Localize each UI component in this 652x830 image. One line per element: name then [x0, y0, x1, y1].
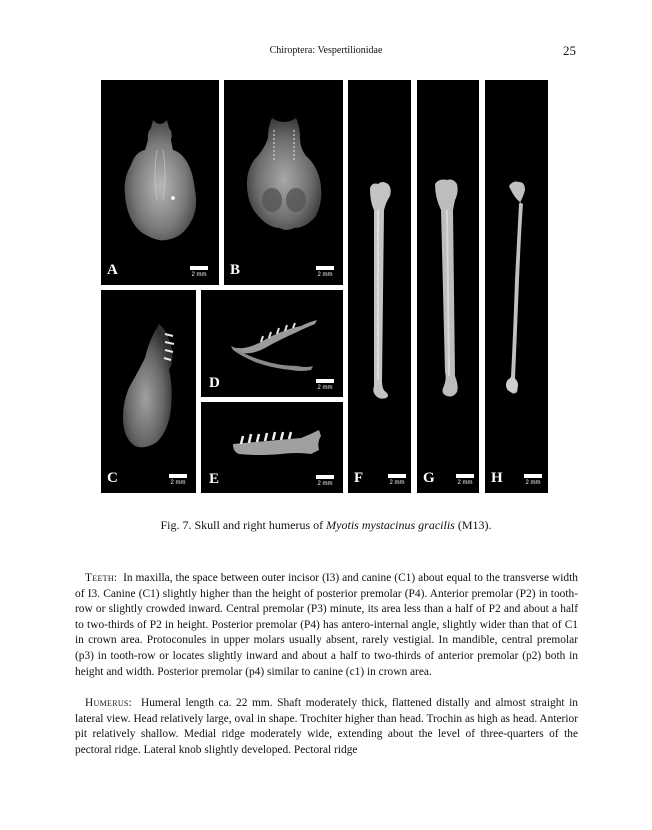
caption-suffix: (M13).: [454, 518, 492, 532]
panel-label-g: G: [423, 470, 435, 486]
scale-bar-h: [520, 474, 546, 488]
scale-bar-a: [186, 266, 212, 280]
scale-bar-b: [312, 266, 338, 280]
running-head: Chiroptera: Vespertilionidae: [269, 45, 383, 56]
page-number: 25: [563, 43, 576, 58]
scale-bar-label: 2 mm: [525, 480, 541, 486]
scale-bar-line: [456, 474, 474, 478]
page-header: [0, 43, 652, 59]
section-text-humerus: Humeral length ca. 22 mm. Shaft moderately thick, flattened distally and almost straight in lateral view. Head relatively large, oval in shape. Trochiter higher than head. Trochin as high as head. Anterior pit relatively shallow. Medial ridge moderately wide, extending about the level of three-quarters of the pectoral ridge. Lateral knob slightly developed. Pectoral ridge: [75, 697, 578, 756]
caption-prefix: Fig. 7. Skull and right humerus of: [160, 518, 327, 532]
scale-bar-label: 2 mm: [457, 480, 473, 486]
panel-label-e: E: [209, 471, 220, 487]
scale-bar-line: [316, 379, 334, 383]
panel-label-f: F: [354, 470, 364, 486]
figure-panel-a: [101, 80, 219, 285]
scale-bar-g: [452, 474, 478, 488]
panel-label-h: H: [491, 470, 503, 486]
scale-bar-d: [312, 379, 338, 393]
paragraph-humerus: Humerus: Humeral length ca. 22 mm. Shaft moderately thick, flattened distally and almost straight in lateral view. Head relatively large, oval in shape. Trochiter higher than head. Trochin as high as head. Anterior pit relatively shallow. Medial ridge moderately wide, extending about the level of three-quarters of the pectoral ridge. Lateral knob slightly developed. Pectoral ridge: [75, 697, 578, 756]
skull-lateral-image: [101, 290, 196, 493]
section-text-teeth: In maxilla, the space between outer incisor (I3) and canine (C1) about equal to the transverse width of I3. Canine (C1) slightly higher than the height of posterior premolar (P4). Anterior premolar (P2) in tooth-row or slightly crowded inward. Central premolar (P3) minute, its area less than a half of P2 and about a half to two-thirds of P2 in height. Posterior premolar (P4) has antero-internal angle, slightly wider than that of C1 in crown area. Protoconules in upper molars usually absent, rarely vestigial. In mandible, central premolar (p3) in tooth-row or locates slightly inward and about a half to two-thirds of anterior premolar (p2) both in height and width. Posterior premolar (p4) similar to canine (c1) in crown area.: [75, 572, 578, 678]
scale-bar-label: 2 mm: [317, 481, 333, 487]
figure-panel-e: [201, 402, 343, 493]
scale-bar-label: 2 mm: [317, 385, 333, 391]
scale-bar-line: [388, 474, 406, 478]
scale-bar-label: 2 mm: [317, 272, 333, 278]
skull-ventral-image: [224, 80, 343, 285]
scale-bar-line: [190, 266, 208, 270]
panel-label-c: C: [107, 470, 118, 486]
scale-bar-e: [312, 475, 338, 489]
scale-bar-f: [384, 474, 410, 488]
caption-species: Myotis mystacinus gracilis: [326, 518, 455, 532]
panel-label-d: D: [209, 375, 220, 391]
scale-bar-line: [524, 474, 542, 478]
figure-panel-h: [485, 80, 548, 493]
scale-bar-c: [165, 474, 191, 488]
skull-dorsal-image: [101, 80, 219, 285]
scale-bar-label: 2 mm: [191, 272, 207, 278]
panel-label-b: B: [230, 262, 241, 278]
figure-panel-d: [201, 290, 343, 397]
scale-bar-label: 2 mm: [389, 480, 405, 486]
section-heading-teeth: Teeth: [85, 572, 114, 584]
humerus-anterior-image: [348, 80, 411, 493]
scale-bar-label: 2 mm: [170, 480, 186, 486]
humerus-lateral-image: [485, 80, 548, 493]
figure-panel-c: [101, 290, 196, 493]
paragraph-teeth: Teeth: In maxilla, the space between outer incisor (I3) and canine (C1) about equal to the transverse width of I3. Canine (C1) slightly higher than the height of posterior premolar (P4). Anterior premolar (P2) in tooth-row or slightly crowded inward. Central premolar (P3) minute, its area less than a half of P2 and about a half to two-thirds of P2 in height. Posterior premolar (P4) has antero-internal angle, slightly wider than that of C1 in crown area. Protoconules in upper molars usually absent, rarely vestigial. In mandible, central premolar (p3) in tooth-row or locates slightly inward and about a half to two-thirds of anterior premolar (p2) both in height and width. Posterior premolar (p4) similar to canine (c1) in crown area.: [75, 572, 578, 678]
figure-panel-g: [417, 80, 479, 493]
panel-label-a: A: [107, 262, 118, 278]
figure-caption: [0, 518, 652, 533]
figure-panel-b: [224, 80, 343, 285]
scale-bar-line: [316, 266, 334, 270]
section-heading-humerus: Humerus: [85, 697, 129, 709]
scale-bar-line: [169, 474, 187, 478]
figure-panel-f: [348, 80, 411, 493]
scale-bar-line: [316, 475, 334, 479]
humerus-posterior-image: [417, 80, 479, 493]
